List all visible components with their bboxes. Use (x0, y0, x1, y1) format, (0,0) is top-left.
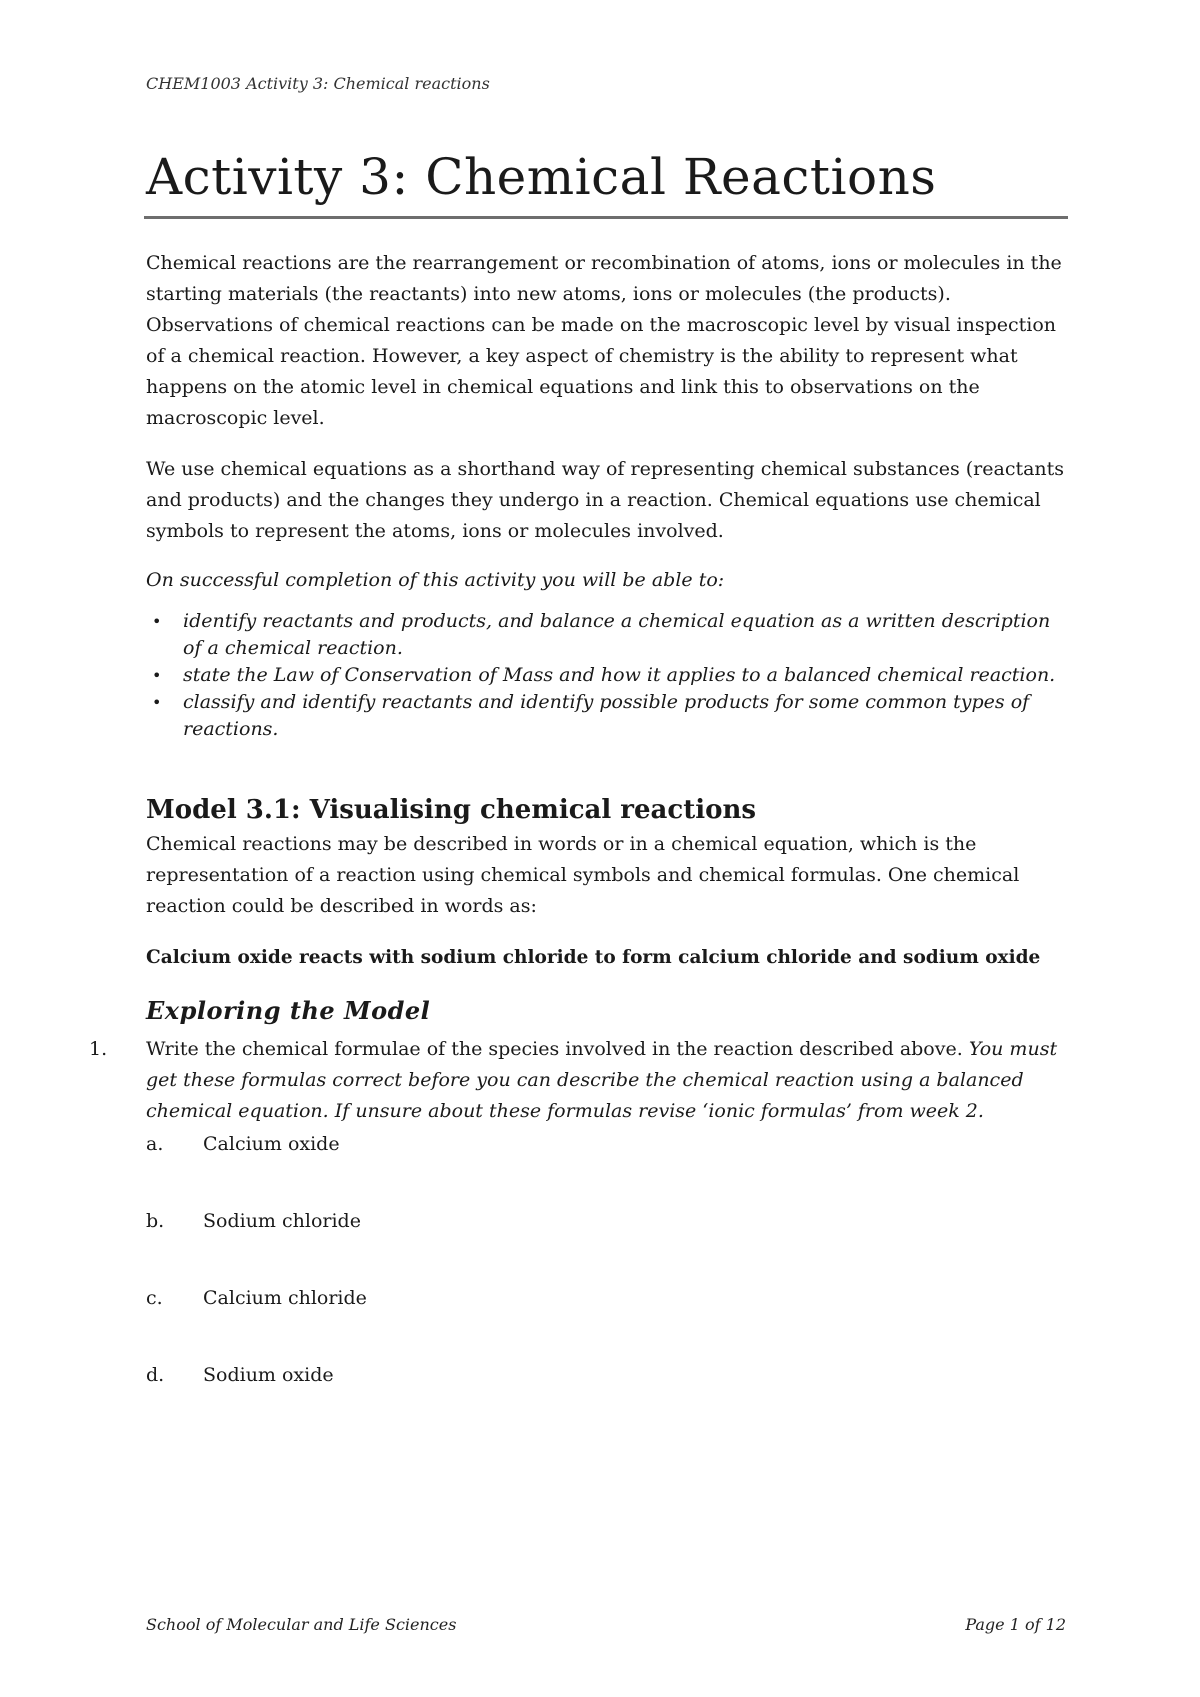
bullet-icon: • (152, 612, 162, 631)
footer-page-number: Page 1 of 12 (965, 1615, 1066, 1634)
subquestion-label: Sodium chloride (203, 1210, 361, 1232)
page-title: Activity 3: Chemical Reactions (146, 148, 937, 206)
objectives-intro: On successful completion of this activity you will be able to: (146, 569, 725, 591)
model-heading: Model 3.1: Visualising chemical reactions (146, 795, 756, 825)
subquestion-letter: a. (146, 1133, 164, 1155)
intro-paragraph-2: We use chemical equations as a shorthand way of representing chemical substances (reactants and products) and the changes they undergo in a reaction. Chemical equations use chemical symbols to represent the atoms, ions or molecules involved. (146, 458, 1065, 542)
running-header: CHEM1003 Activity 3: Chemical reactions (146, 74, 490, 93)
subquestion-letter: c. (146, 1287, 163, 1309)
intro-paragraph-1: Chemical reactions are the rearrangement or recombination of atoms, ions or molecules in the starting materials (the reactants) into new atoms, ions or molecules (the products). Observations of chemical reactions can be made on the macroscopic level by visual inspection of a chemical reaction. However, a key aspect of chemistry is the ability to represent what happens on the atomic level in chemical equations and link this to observations on the macroscopic level. (146, 252, 1062, 429)
footer-school: School of Molecular and Life Sciences (146, 1615, 457, 1634)
objectives-list (146, 608, 1066, 743)
document-page (89, 0, 1066, 1697)
question-note: You must get these formulas correct before you can describe the chemical reaction using a balanced chemical equation. If unsure about these formulas revise ‘ionic formulas’ from week 2. (146, 1038, 1058, 1122)
bullet-icon: • (152, 666, 162, 685)
objective-item (146, 608, 1066, 662)
objective-text: classify and identify reactants and identify possible products for some common types of reactions. (183, 691, 1030, 740)
subquestion-letter: b. (146, 1210, 165, 1232)
subquestion-a (146, 1129, 1066, 1160)
objective-item (146, 689, 1066, 743)
title-divider (144, 216, 1068, 219)
subquestion-label: Sodium oxide (203, 1364, 334, 1386)
objective-text: identify reactants and products, and balance a chemical equation as a written description of a chemical reaction. (183, 610, 1051, 659)
question-1 (89, 1034, 1066, 1127)
document-body (89, 248, 1066, 1391)
subquestion-label: Calcium chloride (203, 1287, 367, 1309)
exploring-heading: Exploring the Model (146, 996, 431, 1025)
objective-item (146, 662, 1066, 689)
objective-text: state the Law of Conservation of Mass and how it applies to a balanced chemical reaction. (183, 664, 1056, 686)
subquestion-c (146, 1283, 1066, 1314)
question-number: 1. (89, 1038, 108, 1060)
subquestion-d (146, 1360, 1066, 1391)
question-text: Write the chemical formulae of the species involved in the reaction described above. (146, 1038, 963, 1060)
model-paragraph: Chemical reactions may be described in words or in a chemical equation, which is the representation of a reaction using chemical symbols and chemical formulas. One chemical reaction could be described in words as: (146, 833, 1020, 917)
word-equation: Calcium oxide reacts with sodium chloride to form calcium chloride and sodium oxide (146, 947, 1041, 968)
bullet-icon: • (152, 693, 162, 712)
subquestion-label: Calcium oxide (203, 1133, 340, 1155)
subquestion-letter: d. (146, 1364, 165, 1386)
subquestion-b (146, 1206, 1066, 1237)
